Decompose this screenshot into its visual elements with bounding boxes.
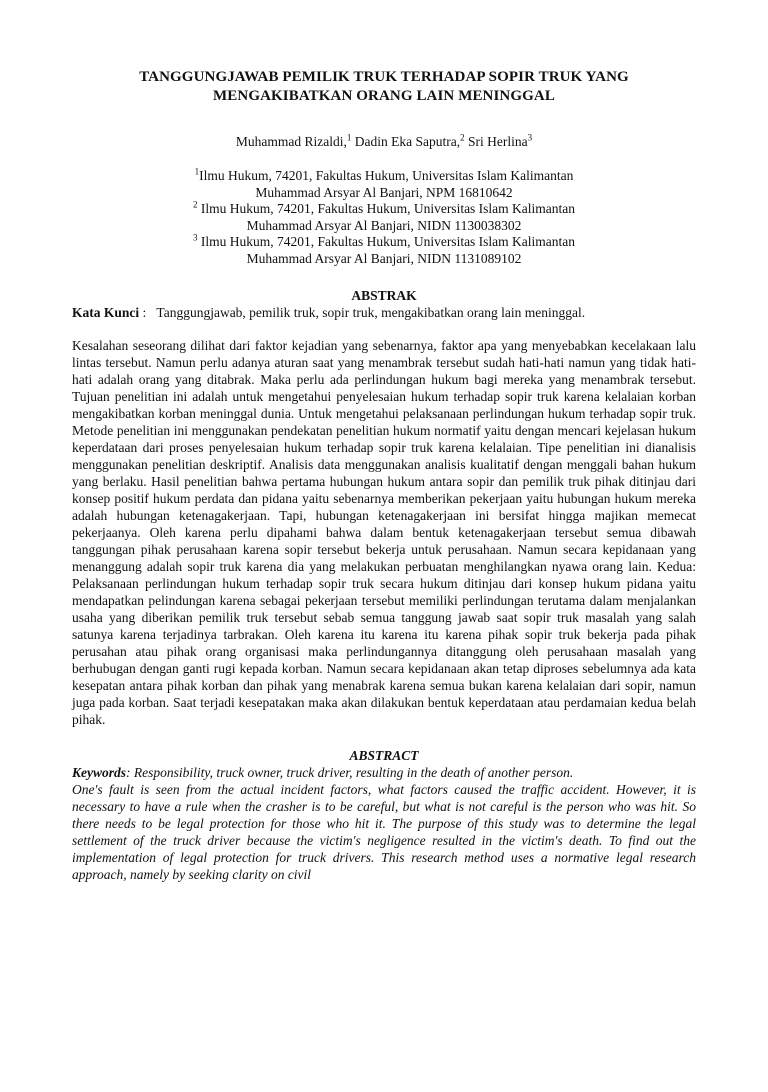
kata-kunci-separator: : <box>139 305 147 320</box>
author-sup: 1 <box>346 132 352 143</box>
affiliation-line: Muhammad Arsyar Al Banjari, NPM 16810642 <box>255 184 513 200</box>
keywords-text: : Responsibility, truck owner, truck driver, resulting in the death of another person. <box>126 765 574 780</box>
kata-kunci-label: Kata Kunci <box>72 305 140 320</box>
kata-kunci-text: Tanggungjawab, pemilik truk, sopir truk, mengakibatkan orang lain meninggal. <box>156 305 586 320</box>
abstract-body: One's fault is seen from the actual incident factors, what factors caused the traffic accident. However, it is necessary to have a rule when the crasher is to be careful, but what is not careful is the person who was hit. So there needs to be legal protection for those who hit it. The purpose of this study was to determine the legal settlement of the truck driver because the victim's negligence resulted in the victim's death. To find out the implementation of legal protection for truck drivers. This research method uses a normative legal research approach, namely by seeking clarity on civil <box>72 782 696 882</box>
abstract-heading: ABSTRACT <box>349 748 419 763</box>
affiliation-sup: 3 <box>192 232 198 243</box>
affiliation-list <box>72 168 696 267</box>
affiliation-sup: 1 <box>194 166 200 177</box>
affiliation-line <box>72 201 696 218</box>
author-name: Dadin Eka Saputra, <box>354 134 461 149</box>
affiliation-line <box>72 234 696 251</box>
paper-title <box>72 68 696 106</box>
title-line-1: TANGGUNGJAWAB PEMILIK TRUK TERHADAP SOPIR TRUK YANG <box>139 69 629 85</box>
affiliation-text: Ilmu Hukum, 74201, Fakultas Hukum, Universitas Islam Kalimantan <box>199 168 574 183</box>
abstrak-body: Kesalahan seseorang dilihat dari faktor kejadian yang sebenarnya, faktor apa yang menyebabkan kecelakaan lalu lintas tersebut. Namun perlu adanya aturan saat yang menambrak tersebut sudah hati-hati namun yang tidak hati-hati adalah orang yang ditabrak. Maka perlu ada perlindungan hukum bagi mereka yang menambrak tersebut. Tujuan penelitian ini adalah untuk mengetahui penyelesaian hukum terhadap sopir truk karena kelalaian korban mengakibatkan korban meninggal dunia. Untuk mengetahui pelaksanaan perlindungan hukum terhadap sopir truk. Metode penelitian ini menggunakan pendekatan penelitian hukum normatif yaitu dengan mencari kejelasan hukum keperdataan dari proses penyelesaian hukum terhadap sopir truk karena kelalaian. Tipe penelitian ini dianalisis menggunakan penelitian deskriptif. Analisis data menggunakan analisis kualitatif dengan menggali bahan hukum yang berlaku. Hasil penelitian bahwa pertama hubungan hukum antara sopir dan pemilik truk pihak ditinjau dari konsep positif hukum perdata dan pidana yaitu sebenarnya memberikan pekerjaan yaitu hubungan hukum mereka adalah hubungan ketenagakerjaan. Tapi, hubungan ketenagakerjaan ini bersifat hingga majikan memecat pekerjaanya. Oleh karena perlu dipahami bahwa dalam bentuk ketenagakerjaan tersebut semua dibawah tanggungan pihak perusahaan karena sopir tersebut bekerja untuk perusahaan. Namun secara kepidanaan yang menanggung adalah sopir truk karena dia yang melakukan perbuatan menghilangkan nyawa orang lain. Kedua: Pelaksanaan perlindungan hukum terhadap sopir truk secara hukum ditinjau dari konsep hukum pidana yaitu mendapatkan pelindungan karena sebagai pekerjaan tersebut memiliki perlindungan terutama dalam menjalankan usaha yang diberikan pemilik truk tersebut sebab semua tanggung jawab saat sopir truk masalah yang salah satunya karena terjadinya tarbrakan. Oleh karena itu karena itu karena pihak sopir truk bekerja pada pihak perusahan atau pihak orang organisasi maka perlindungannya ditanggung oleh perusahaan masalah yang berhubugan dengan ganti rugi kepada korban. Namun secara kepidanaan akan tetap diproses sebelumnya ada kata kesepatan antara pihak korban dan pihak yang menabrak karena semua bukan karena kelalaian dari sopir, namun juga pada korban. Saat terjadi kesepatakan maka akan dilakukan bentuk keperdataan atau perdamaian kedua belah pihak. <box>72 338 696 727</box>
kata-kunci <box>72 304 696 321</box>
affiliation-sup: 2 <box>192 199 198 210</box>
author-list <box>72 133 696 151</box>
affiliation-line: Muhammad Arsyar Al Banjari, NIDN 1131089102 <box>246 250 522 266</box>
paper-page <box>0 68 768 1092</box>
keywords-label: Keywords <box>72 765 126 780</box>
affiliation-line <box>72 168 696 185</box>
author-name: Sri Herlina <box>467 134 528 149</box>
author-name: Muhammad Rizaldi, <box>235 134 347 149</box>
affiliation-line: Muhammad Arsyar Al Banjari, NIDN 1130038302 <box>246 217 522 233</box>
title-line-2: MENGAKIBATKAN ORANG LAIN MENINGGAL <box>213 88 555 104</box>
keywords <box>72 764 696 781</box>
author-sup: 3 <box>527 132 533 143</box>
affiliation-text: Ilmu Hukum, 74201, Fakultas Hukum, Universitas Islam Kalimantan <box>200 234 576 249</box>
abstrak-heading: ABSTRAK <box>351 288 417 303</box>
author-sup: 2 <box>460 132 465 143</box>
affiliation-text: Ilmu Hukum, 74201, Fakultas Hukum, Universitas Islam Kalimantan <box>200 201 576 216</box>
